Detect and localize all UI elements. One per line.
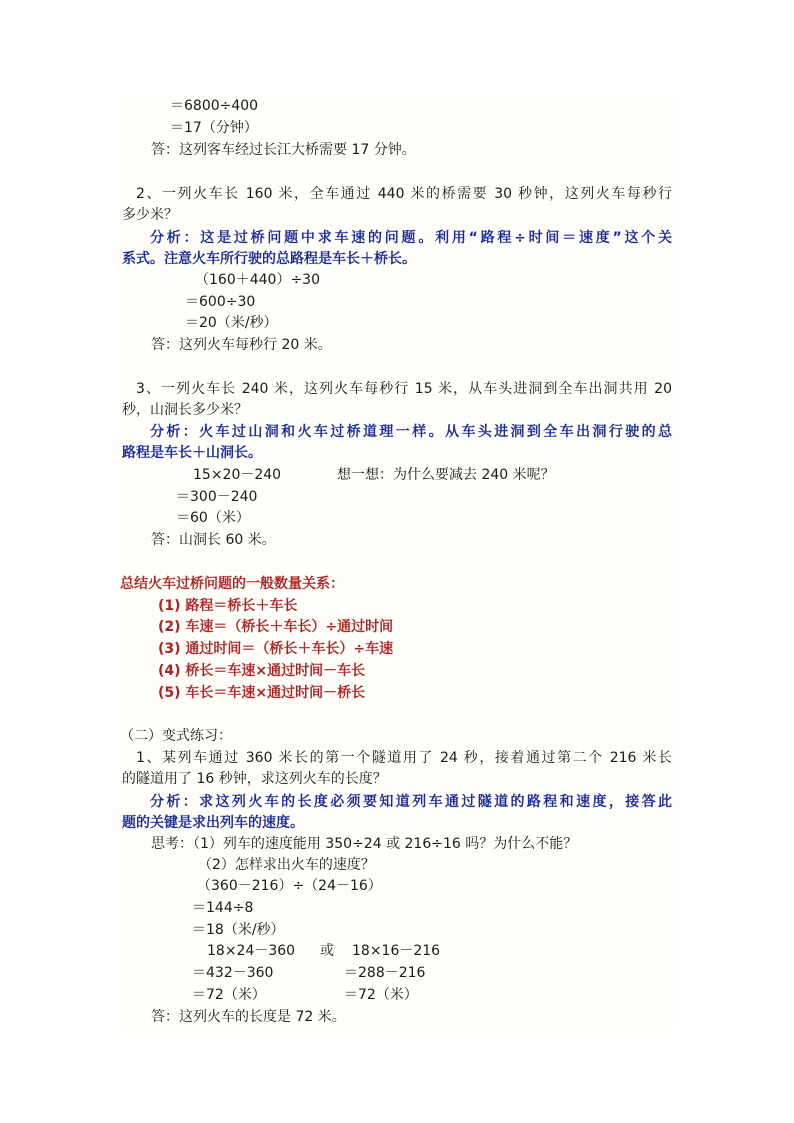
p2-calc-line-3: ＝20（米/秒） xyxy=(185,315,278,331)
p3-calc-line-1: 15×20－240 xyxy=(193,467,282,483)
p3-answer: 答：山洞长 60 米。 xyxy=(151,532,276,548)
practice-calc-b-line-2: ＝288－216 xyxy=(344,965,426,981)
p3-question-line-1: 3、一列火车长 240 米，这列火车每秒行 15 米，从车头进洞到全车出洞共用 20 xyxy=(136,381,672,397)
p1-calc-line-2: ＝17（分钟） xyxy=(170,120,258,136)
p3-calc-line-3: ＝60（米） xyxy=(176,510,250,526)
p2-analysis-line-1: 分析：这是过桥问题中求车速的问题。利用“路程÷时间＝速度”这个关 xyxy=(150,230,672,246)
p3-analysis-line-2: 路程是车长＋山洞长。 xyxy=(122,445,262,461)
practice-question-line-2: 的隧道用了 16 秒钟，求这列火车的长度？ xyxy=(122,771,387,787)
practice-calc-line-3: ＝18（米/秒） xyxy=(192,922,285,938)
practice-think-line-2: （2）怎样求出火车的速度？ xyxy=(198,857,375,873)
practice-calc-line-2: ＝144÷8 xyxy=(192,900,254,916)
summary-item: (3) 通过时间＝（桥长＋车长）÷车速 xyxy=(158,641,394,657)
p1-calc-line-1: ＝6800÷400 xyxy=(170,98,259,114)
practice-analysis-line-1: 分析：求这列火车的长度必须要知道列车通过隧道的路程和速度，接答此 xyxy=(150,794,672,810)
p2-question-line-1: 2、一列火车长 160 米，全车通过 440 米的桥需要 30 秒钟，这列火车每秒行 xyxy=(136,186,672,202)
practice-calc-a-line-2: ＝432－360 xyxy=(192,965,274,981)
practice-calc-a-line-1: 18×24－360 xyxy=(207,943,296,959)
practice-heading: （二）变式练习： xyxy=(120,728,232,744)
practice-analysis-line-2: 题的关键是求出列车的速度。 xyxy=(122,815,304,831)
practice-calc-a-line-3: ＝72（米） xyxy=(192,987,266,1003)
summary-title: 总结火车过桥问题的一般数量关系： xyxy=(120,576,344,592)
p3-question-line-2: 秒，山洞长多少米？ xyxy=(122,402,248,418)
practice-answer: 答：这列火车的长度是 72 米。 xyxy=(151,1009,346,1025)
practice-calc-b-line-3: ＝72（米） xyxy=(344,987,418,1003)
p3-calc-line-2: ＝300－240 xyxy=(176,489,258,505)
summary-item: (5) 车长＝车速×通过时间－桥长 xyxy=(158,685,366,701)
practice-question-line-1: 1、某列车通过 360 米长的第一个隧道用了 24 秒，接着通过第二个 216 米长 xyxy=(136,750,672,766)
practice-calc-line-1: （360－216）÷（24－16） xyxy=(197,878,382,894)
practice-or-label: 或 xyxy=(320,943,334,959)
p3-think-note: 想一想：为什么要减去 240 米呢？ xyxy=(337,467,555,483)
p3-analysis-line-1: 分析：火车过山洞和火车过桥道理一样。从车头进洞到全车出洞行驶的总 xyxy=(150,424,672,440)
p2-answer: 答：这列火车每秒行 20 米。 xyxy=(151,337,332,353)
p1-answer: 答：这列客车经过长江大桥需要 17 分钟。 xyxy=(151,142,416,158)
summary-item: (1) 路程＝桥长＋车长 xyxy=(158,598,298,614)
summary-item: (2) 车速＝（桥长＋车长）÷通过时间 xyxy=(158,619,394,635)
p2-calc-line-2: ＝600÷30 xyxy=(185,294,256,310)
practice-calc-b-line-1: 18×16－216 xyxy=(352,943,441,959)
summary-item: (4) 桥长＝车速×通过时间－车长 xyxy=(158,663,366,679)
p2-analysis-line-2: 系式。注意火车所行驶的总路程是车长＋桥长。 xyxy=(122,251,416,267)
p2-calc-line-1: （160＋440）÷30 xyxy=(195,272,320,288)
p2-question-line-2: 多少米？ xyxy=(122,207,178,223)
practice-think-line-1: 思考：（1）列车的速度能用 350÷24 或 216÷16 吗？为什么不能？ xyxy=(151,836,578,852)
